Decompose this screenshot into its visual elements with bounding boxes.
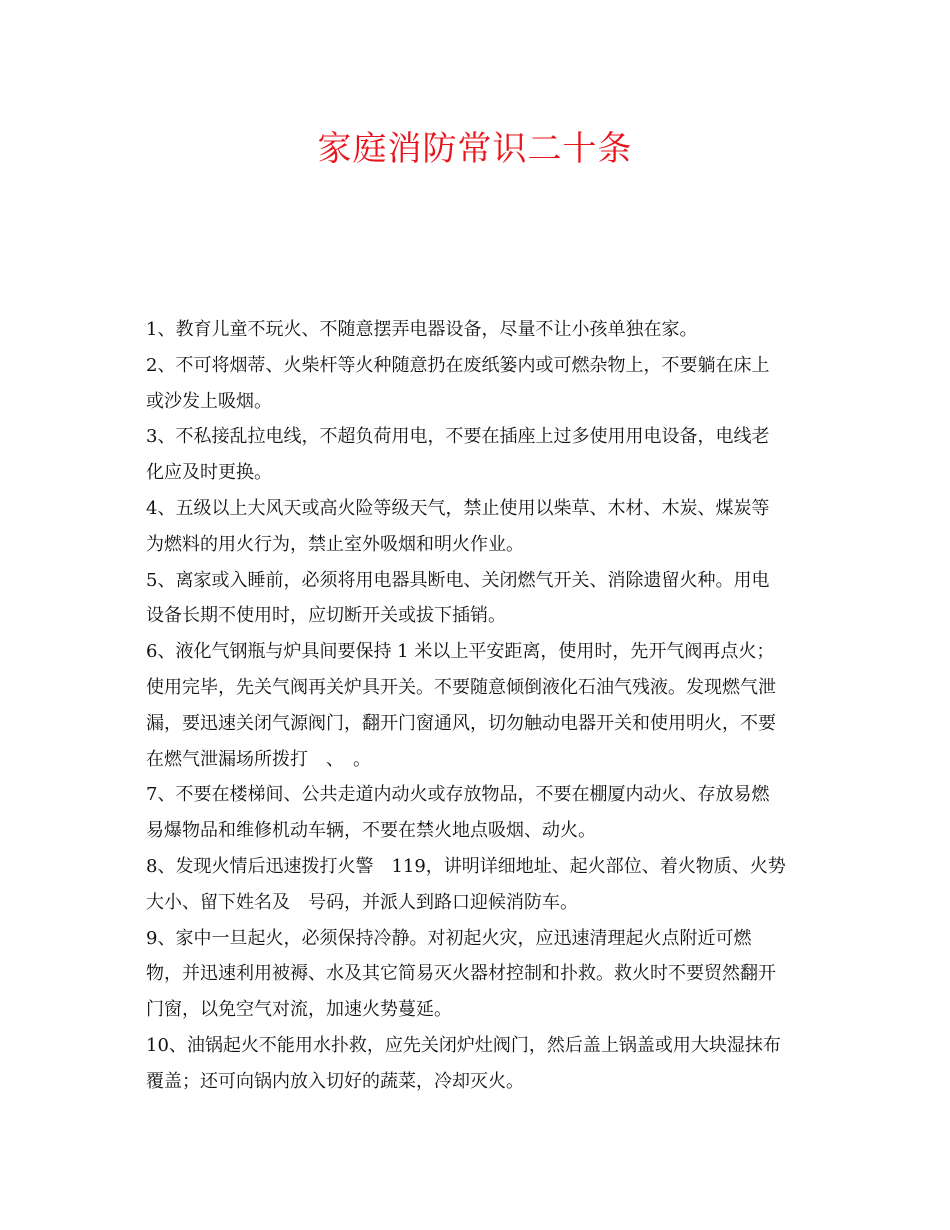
- text-line: 在燃气泄漏场所拨打 、 。: [146, 748, 371, 770]
- text-line: 覆盖；还可向锅内放入切好的蔬菜，冷却灭火。: [146, 1070, 524, 1092]
- text-line: 易爆物品和维修机动车辆，不要在禁火地点吸烟、动火。: [146, 820, 596, 842]
- document-title: 家庭消防常识二十条: [317, 129, 633, 169]
- text-line: 使用完毕，先关气阀再关炉具开关。不要随意倾倒液化石油气残液。发现燃气泄: [146, 676, 776, 698]
- text-line: 1、教育儿童不玩火、不随意摆弄电器设备，尽量不让小孩单独在家。: [146, 319, 698, 340]
- text-line: 2、不可将烟蒂、火柴杆等火种随意扔在废纸篓内或可燃杂物上，不要躺在床上: [146, 354, 770, 376]
- document-body: [146, 312, 806, 1100]
- text-line: 9、家中一旦起火，必须保持冷静。对初起火灾，应迅速清理起火点附近可燃: [146, 927, 752, 949]
- text-line: 5、离家或入睡前，必须将用电器具断电、关闭燃气开关、消除遗留火种。用电: [146, 569, 770, 591]
- text-line: 10、油锅起火不能用水扑救，应先关闭炉灶阀门，然后盖上锅盖或用大块湿抹布: [146, 1034, 781, 1056]
- text-line: 化应及时更换。: [146, 462, 272, 484]
- text-line: 4、五级以上大风天或高火险等级天气，禁止使用以柴草、木材、木炭、煤炭等: [146, 497, 770, 519]
- text-line: 6、液化气钢瓶与炉具间要保持 1 米以上平安距离，使用时，先开气阀再点火；: [146, 641, 775, 663]
- text-line: 8、发现火情后迅速拨打火警 119，讲明详细地址、起火部位、着火物质、火势: [146, 855, 786, 877]
- text-line: 门窗，以免空气对流，加速火势蔓延。: [146, 999, 452, 1021]
- text-line: 大小、留下姓名及 号码，并派人到路口迎候消防车。: [146, 891, 578, 913]
- text-line: 3、不私接乱拉电线，不超负荷用电，不要在插座上过多使用用电设备，电线老: [146, 426, 770, 448]
- text-line: 物，并迅速利用被褥、水及其它简易灭火器材控制和扑救。救火时不要贸然翻开: [146, 963, 776, 985]
- text-line: 或沙发上吸烟。: [146, 390, 272, 412]
- text-line: 漏，要迅速关闭气源阀门，翻开门窗通风，切勿触动电器开关和使用明火，不要: [146, 712, 776, 734]
- text-line: 为燃料的用火行为，禁止室外吸烟和明火作业。: [146, 533, 524, 555]
- text-line: 设备长期不使用时，应切断开关或拔下插销。: [146, 605, 506, 627]
- text-line: 7、不要在楼梯间、公共走道内动火或存放物品，不要在棚厦内动火、存放易燃: [146, 784, 770, 806]
